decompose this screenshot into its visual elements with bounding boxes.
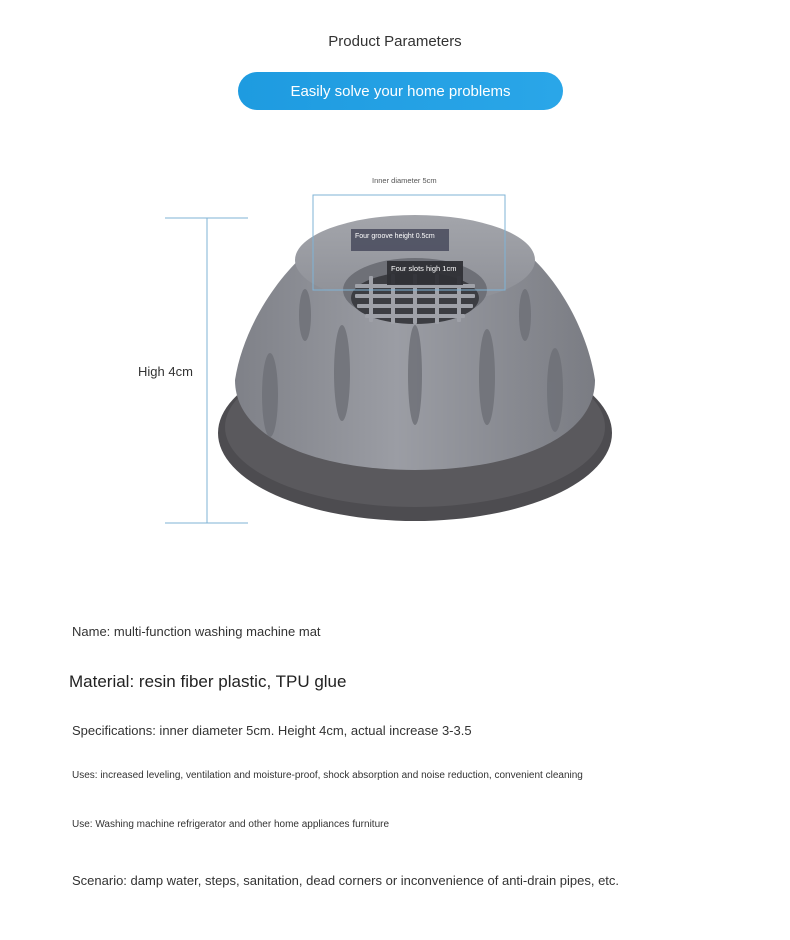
spec-specifications: Specifications: inner diameter 5cm. Height 4cm, actual increase 3-3.5 [72, 723, 472, 738]
inner-diameter-label: Inner diameter 5cm [372, 176, 437, 185]
headline-banner: Easily solve your home problems [238, 72, 563, 110]
spec-material: Material: resin fiber plastic, TPU glue [69, 672, 347, 691]
groove-height-label: Four groove height 0.5cm [355, 233, 435, 240]
spec-uses: Uses: increased leveling, ventilation and moisture-proof, shock absorption and noise reduction, convenient cleaning [72, 770, 583, 781]
spec-scenario: Scenario: damp water, steps, sanitation, dead corners or inconvenience of anti-drain pipes, etc. [72, 873, 620, 888]
height-label: High 4cm [138, 364, 193, 379]
spec-use: Use: Washing machine refrigerator and other home appliances furniture [72, 819, 390, 830]
slots-high-label: Four slots high 1cm [391, 264, 457, 273]
product-illustration [130, 165, 650, 545]
spec-name: Name: multi-function washing machine mat [72, 624, 321, 639]
page-title: Product Parameters [328, 33, 462, 50]
